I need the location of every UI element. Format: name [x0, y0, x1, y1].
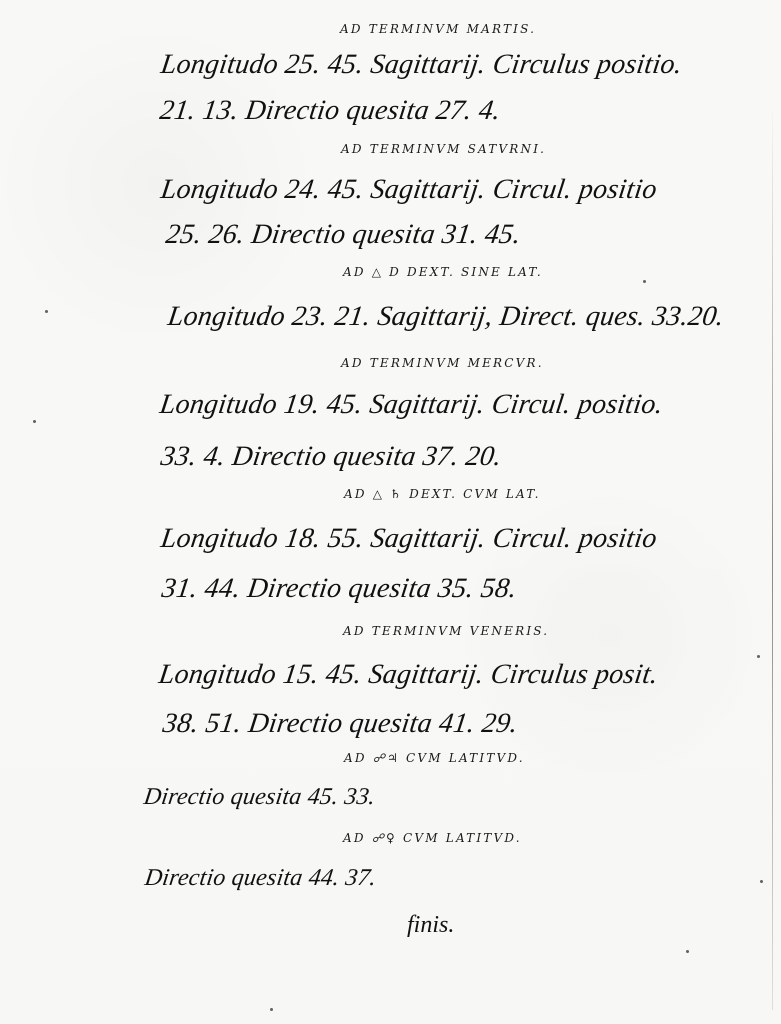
section-heading-opposition-venus: AD ☍♀ CVM LATITVD.: [343, 831, 522, 845]
stray-mark: [760, 880, 763, 883]
text-line-7: 33. 4. Directio quesita 37. 20.: [158, 441, 504, 472]
section-heading-martis: AD TERMINVM MARTIS.: [340, 22, 537, 36]
text-line-12: Directio quesita 45. 33.: [142, 784, 378, 810]
text-line-10: Longitudo 15. 45. Sagittarij. Circulus posit.: [156, 659, 661, 690]
text-line-4: 25. 26. Directio quesita 31. 45.: [163, 219, 523, 250]
stray-mark: [643, 280, 646, 283]
stray-mark: [33, 420, 36, 423]
page-edge-shadow: [772, 100, 773, 1010]
text-line-1: Longitudo 25. 45. Sagittarij. Circulus positio.: [158, 49, 685, 80]
text-line-9: 31. 44. Directio quesita 35. 58.: [159, 573, 519, 604]
text-line-11: 38. 51. Directio quesita 41. 29.: [160, 708, 520, 739]
section-heading-trine-cum-lat: AD △ ♄ DEXT. CVM LAT.: [344, 487, 541, 501]
section-heading-trine-sine-lat: AD △ D DEXT. SINE LAT.: [343, 265, 543, 279]
text-line-2: 21. 13. Directio quesita 27. 4.: [157, 95, 503, 126]
stray-mark: [45, 310, 48, 313]
text-line-5: Longitudo 23. 21. Sagittarij, Direct. ques. 33.20.: [165, 301, 726, 332]
section-heading-mercurii: AD TERMINVM MERCVR.: [341, 356, 544, 370]
section-heading-veneris: AD TERMINVM VENERIS.: [343, 624, 550, 638]
stray-mark: [686, 950, 689, 953]
section-heading-saturni: AD TERMINVM SATVRNI.: [341, 142, 547, 156]
section-heading-opposition-jupiter: AD ☍♃ CVM LATITVD.: [344, 751, 525, 765]
text-line-8: Longitudo 18. 55. Sagittarij. Circul. positio: [158, 523, 659, 554]
text-line-3: Longitudo 24. 45. Sagittarij. Circul. positio: [158, 174, 659, 205]
stray-mark: [757, 655, 760, 658]
stray-mark: [270, 1008, 273, 1011]
text-line-13: Directio quesita 44. 37.: [143, 865, 379, 891]
text-line-6: Longitudo 19. 45. Sagittarij. Circul. positio.: [157, 389, 666, 420]
finis-label: finis.: [407, 912, 455, 938]
